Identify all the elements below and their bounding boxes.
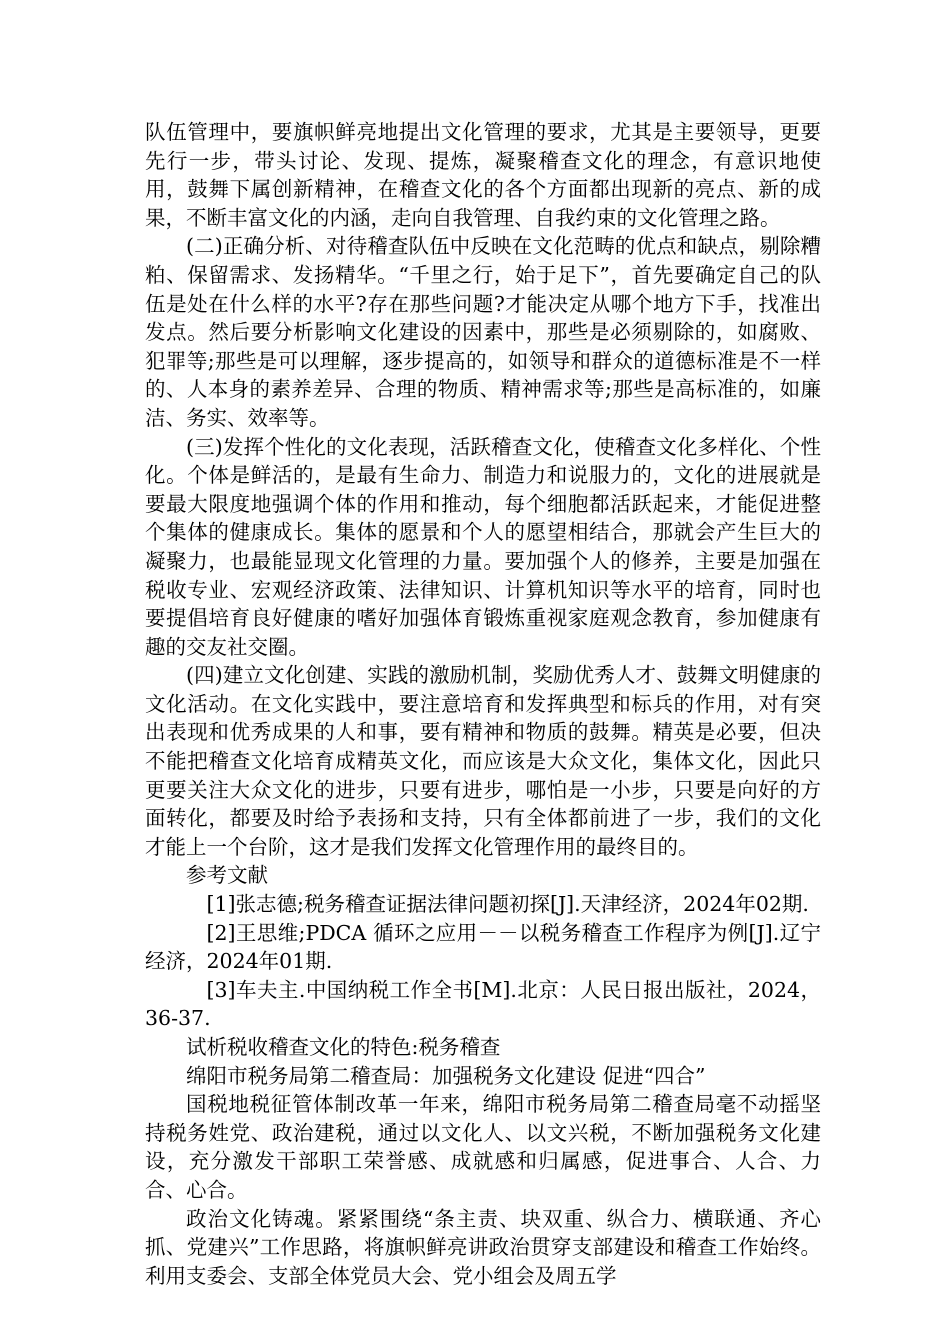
paragraph-point-four: (四)建立文化创建、实践的激励机制，奖励优秀人才、鼓舞文明健康的文化活动。在文化实践中，要注意培育和发挥典型和标兵的作用，对有突出表现和优秀成果的人和事，要有精神和物质的鼓舞。精英是必要，但决不能把稽查文化培育成精英文化，而应该是大众文化，集体文化，因此只更要关注大众文化的进步，只要有进步，哪怕是一小步，只要是向好的方面转化，都要及时给予表扬和支持，只有全体都前进了一步，我们的文化才能上一个台阶，这才是我们发挥文化管理作用的最终目的。 xyxy=(145,663,821,859)
paragraph-reform-intro: 国税地税征管体制改革一年来，绵阳市税务局第二稽查局毫不动摇坚持税务姓党、政治建税，通过以文化人、以文兴税，不断加强税务文化建设，充分激发干部职工荣誉感、成就感和归属感，促进事合、人合、力合、心合。 xyxy=(145,1092,821,1202)
reference-item-3: [3]车夫主.中国纳税工作全书[M].北京：人民日报出版社，2024，36-37. xyxy=(145,977,821,1031)
reference-item-1: [1]张志德;税务稽查证据法律问题初探[J].天津经济，2024年02期. xyxy=(206,892,809,917)
section-title: 试析税收稽查文化的特色:税务稽查 xyxy=(186,1035,501,1059)
references-heading: 参考文献 xyxy=(186,863,268,888)
paragraph-point-two: (二)正确分析、对待稽查队伍中反映在文化范畴的优点和缺点，剔除糟粕、保留需求、发扬精华。“千里之行，始于足下”，首先要确定自己的队伍是处在什么样的水平?存在那些问题?才能决定从哪个地方下手，找准出发点。然后要分析影响文化建设的因素中，那些是必须剔除的，如腐败、犯罪等;那些是可以理解，逐步提高的，如领导和群众的道德标准是不一样的、人本身的素养差异、合理的物质、精神需求等;那些是高标准的，如廉洁、务实、效率等。 xyxy=(145,234,821,430)
paragraph-management-path: 队伍管理中，要旗帜鲜亮地提出文化管理的要求，尤其是主要领导，更要先行一步，带头讨论、发现、提炼，凝聚稽查文化的理念，有意识地使用，鼓舞下属创新精神，在稽查文化的各个方面都出现新的亮点、新的成果，不断丰富文化的内涵，走向自我管理、自我约束的文化管理之路。 xyxy=(145,120,821,230)
paragraph-point-three: (三)发挥个性化的文化表现，活跃稽查文化，使稽查文化多样化、个性化。个体是鲜活的，是最有生命力、制造力和说服力的，文化的进展就是要最大限度地强调个体的作用和推动，每个细胞都活跃起来，才能促进整个集体的健康成长。集体的愿景和个人的愿望相结合，那就会产生巨大的凝聚力，也最能显现文化管理的力量。要加强个人的修养，主要是加强在税收专业、宏观经济政策、法律知识、计算机知识等水平的培育，同时也要提倡培育良好健康的嗜好加强体育锻炼重视家庭观念教育，参加健康有趣的交友社交圈。 xyxy=(145,434,821,659)
reference-item-2: [2]王思维;PDCA 循环之应用－－以税务稽查工作程序为例[J].辽宁经济，2024年01期. xyxy=(145,920,821,974)
article-subtitle: 绵阳市税务局第二稽查局：加强税务文化建设 促进“四合” xyxy=(186,1063,706,1088)
document-page xyxy=(145,118,821,1290)
paragraph-political-culture: 政治文化铸魂。紧紧围绕“条主责、块双重、纵合力、横联通、齐心抓、党建兴”工作思路，将旗帜鲜亮讲政治贯穿支部建设和稽查工作始终。利用支委会、支部全体党员大会、党小组会及周五学 xyxy=(145,1206,821,1288)
